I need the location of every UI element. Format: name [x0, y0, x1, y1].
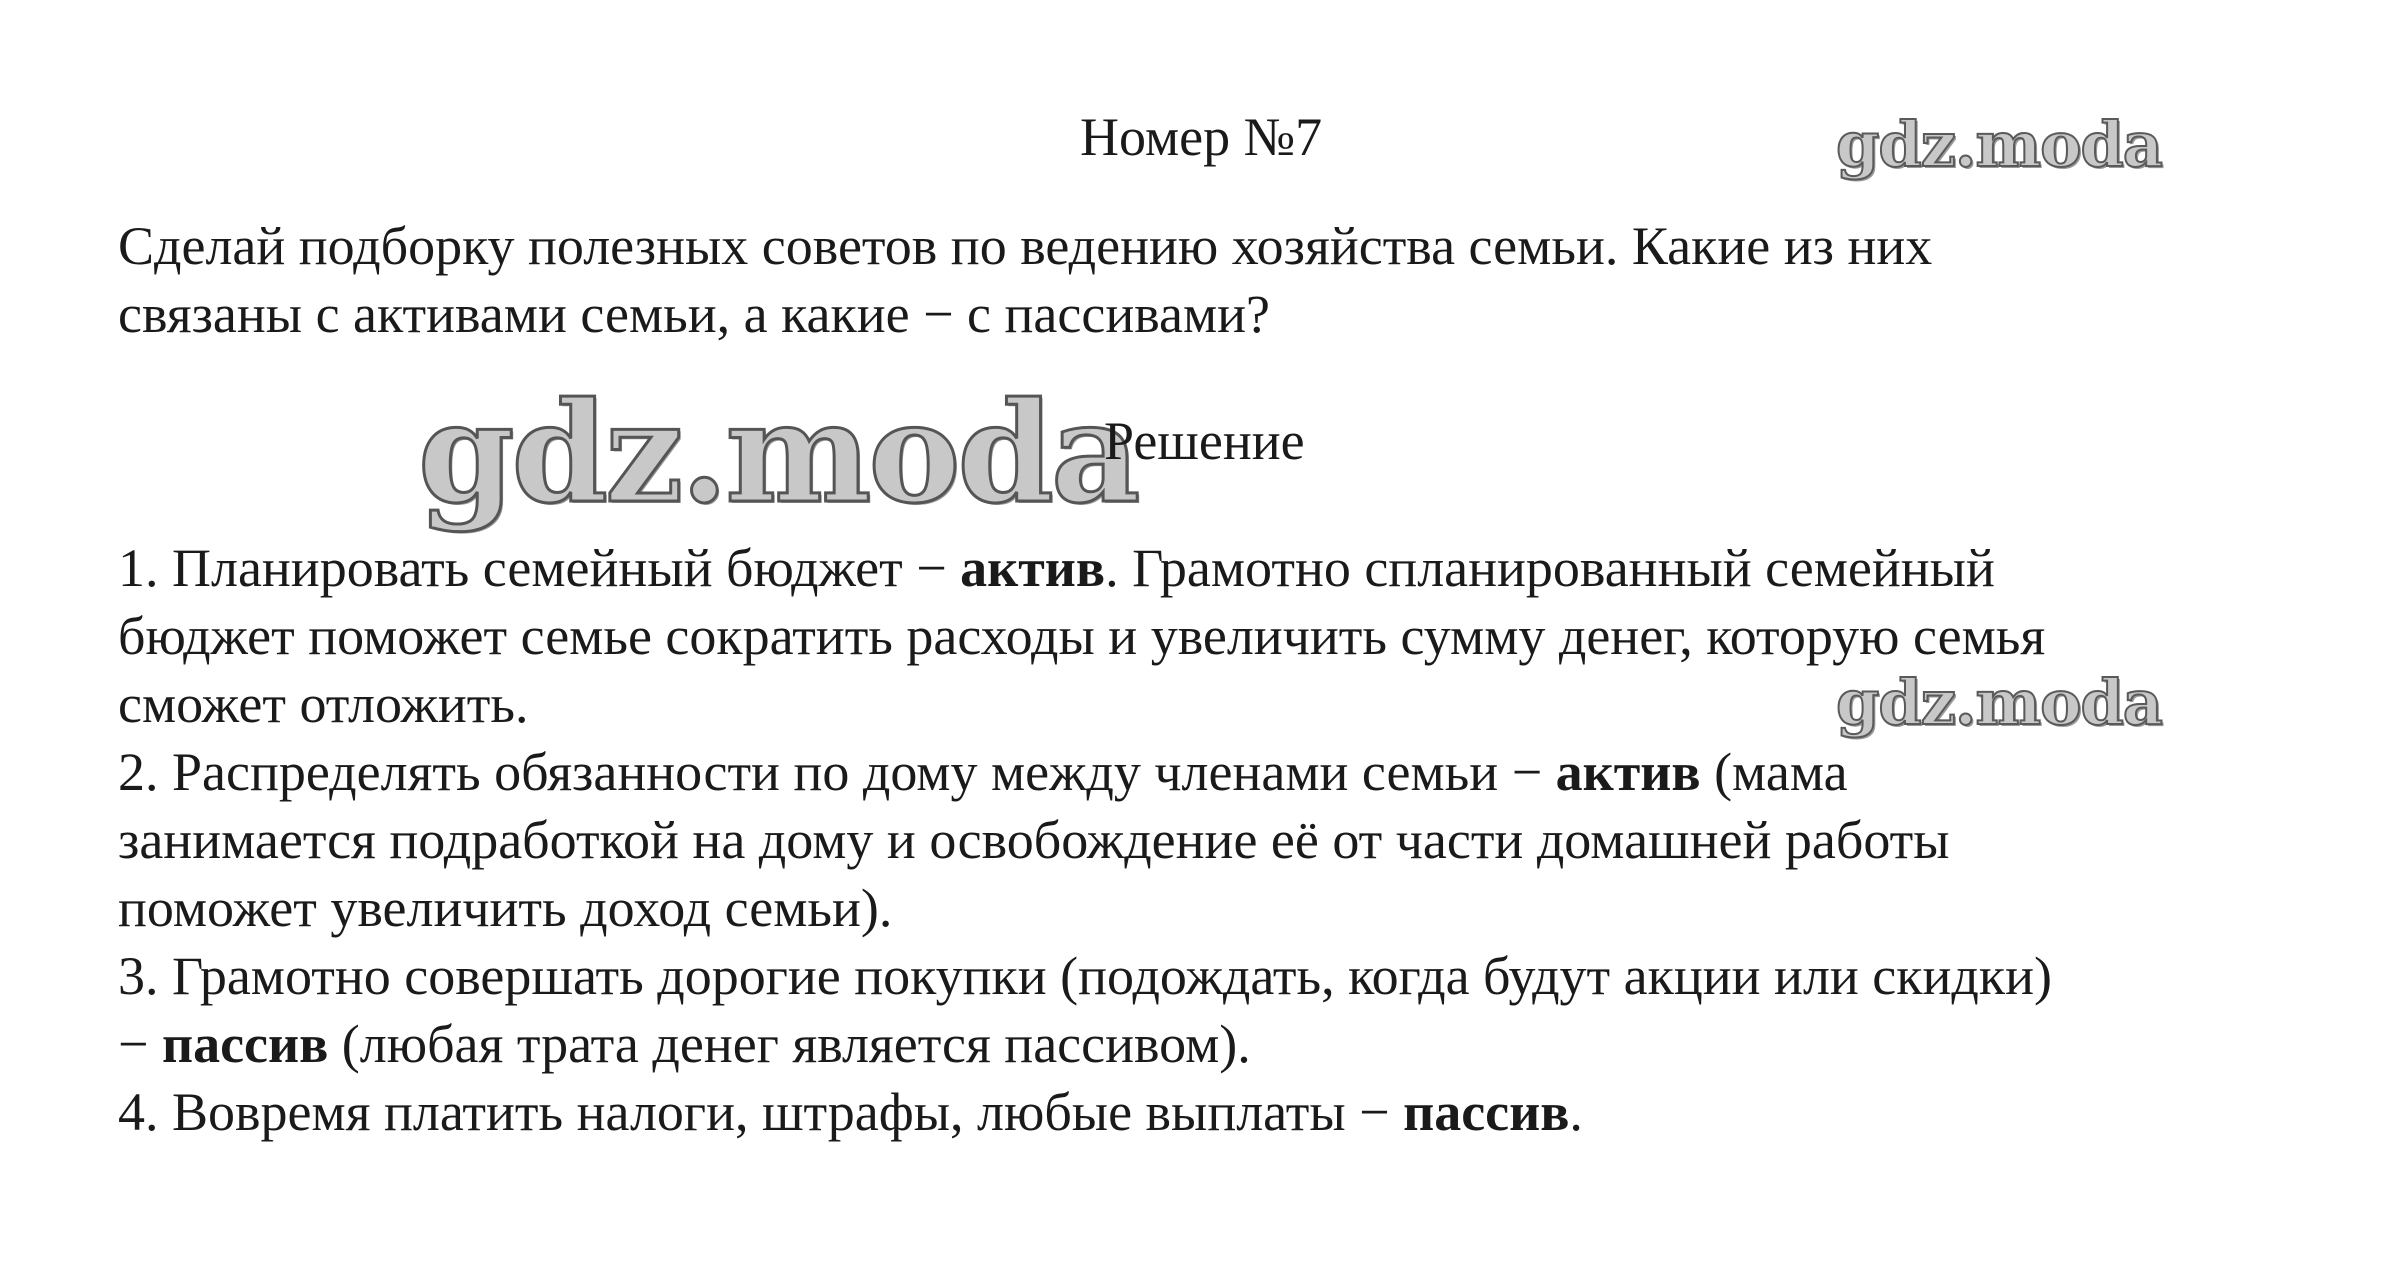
task-line: Сделай подборку полезных советов по ведению хозяйства семьи. Какие из них — [118, 216, 1933, 276]
answer-line — [118, 874, 2368, 942]
answer-line — [118, 806, 2368, 874]
answer-line — [118, 1078, 2368, 1146]
page-title: Номер №7 — [1080, 107, 1323, 167]
answer-text-segment: 2. Распределять обязанности по дому между членами семьи − — [118, 742, 1556, 802]
answer-line — [118, 942, 2368, 1010]
task-line: связаны с активами семьи, а какие − с пассивами? — [118, 284, 1271, 344]
answer-line — [118, 1010, 2368, 1078]
answer-line — [118, 738, 2368, 806]
answer-text-segment: (любая трата денег является пассивом). — [328, 1014, 1251, 1074]
answer-text-segment: (мама — [1700, 742, 1848, 802]
answer-text-segment: . — [1569, 1082, 1583, 1142]
answer-keyword: актив — [960, 538, 1106, 598]
answer-text-segment: − — [118, 1014, 162, 1074]
task-text — [118, 212, 2338, 348]
answer-text-segment: 1. Планировать семейный бюджет − — [118, 538, 961, 598]
watermark-middle: gdz.moda — [1836, 666, 2162, 739]
answer-text-segment: занимается подработкой на дому и освобождение её от части домашней работы — [118, 810, 1950, 870]
answer-text-segment: бюджет поможет семье сократить расходы и увеличить сумму денег, которую семья — [118, 606, 2046, 666]
answer-keyword: пассив — [161, 1014, 329, 1074]
answer-keyword: пассив — [1403, 1082, 1570, 1142]
watermark-top: gdz.moda — [1836, 108, 2162, 181]
answer-text-segment: 4. Вовремя платить налоги, штрафы, любые выплаты − — [118, 1082, 1404, 1142]
solution-heading: Решение — [1104, 411, 1305, 471]
answer-text-segment: 3. Грамотно совершать дорогие покупки (подождать, когда будут акции или скидки) — [118, 946, 2052, 1006]
answer-line — [118, 602, 2368, 670]
answer-text — [118, 534, 2368, 1146]
watermark-large: gdz.moda — [418, 371, 1138, 534]
answer-text-segment: поможет увеличить доход семьи). — [118, 878, 893, 938]
answer-line — [118, 534, 2368, 602]
answer-text-segment: сможет отложить. — [118, 674, 529, 734]
answer-text-segment: . Грамотно спланированный семейный — [1105, 538, 1995, 598]
answer-keyword: актив — [1555, 742, 1701, 802]
